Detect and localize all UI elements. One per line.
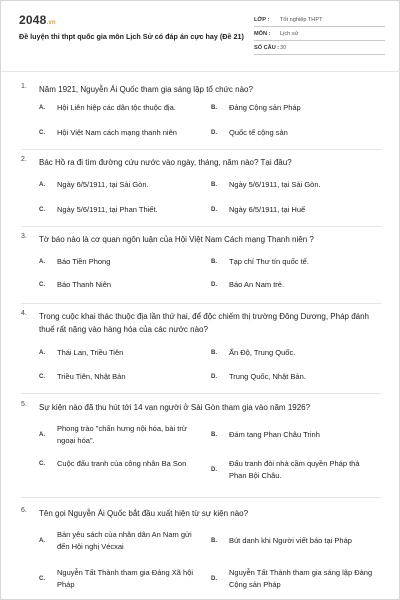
document-header <box>19 13 385 63</box>
option-c[interactable] <box>39 204 211 216</box>
meta-value: Tốt nghiệp THPT <box>280 16 323 23</box>
option-text: Ngày 5/6/1911, tại Sài Gòn. <box>229 180 321 189</box>
question-divider <box>21 303 381 304</box>
option-a[interactable] <box>39 423 211 447</box>
option-text: Hội Việt Nam cách mạng thanh niên <box>57 128 177 137</box>
option-text: Báo Thanh Niên <box>57 280 112 289</box>
question-number: 3. <box>21 233 27 240</box>
question-2 <box>21 156 387 228</box>
question-6 <box>21 507 387 600</box>
question-number: 6. <box>21 507 27 514</box>
meta-row-count <box>254 41 385 55</box>
option-b[interactable] <box>211 102 383 114</box>
meta-key: SỐ CÂU : <box>254 44 280 51</box>
meta-row-subject <box>254 27 385 41</box>
option-b[interactable] <box>211 429 383 441</box>
logo-suffix: .vn <box>46 20 56 26</box>
option-letter: C. <box>39 130 45 136</box>
option-text: Nguyễn Tất Thành tham gia sáng lập Đảng Cộng sản Pháp <box>229 568 373 589</box>
question-number: 1. <box>21 83 27 90</box>
option-letter: B. <box>211 259 217 265</box>
option-letter: C. <box>39 282 45 288</box>
option-letter: C. <box>39 207 45 213</box>
meta-value: Lịch sử <box>280 30 299 37</box>
question-1 <box>21 83 387 153</box>
option-letter: D. <box>211 374 217 380</box>
option-a[interactable] <box>39 179 211 191</box>
option-text: Nguyễn Tất Thành tham gia Đảng Xã hội Pháp <box>57 568 194 589</box>
option-letter: D. <box>211 130 217 136</box>
option-text: Báo An Nam trẻ. <box>229 280 285 289</box>
option-letter: C. <box>39 374 45 380</box>
question-text: Bác Hồ ra đi tìm đường cứu nước vào ngày, tháng, năm nào? Tại đâu? <box>39 158 292 167</box>
option-d[interactable] <box>211 279 383 291</box>
option-text: Đấu tranh đòi nhà cầm quyền Pháp thả Phan Bội Châu. <box>229 459 360 480</box>
option-letter: B. <box>211 350 217 356</box>
option-text: Đám tang Phan Châu Trinh <box>229 430 320 439</box>
option-c[interactable] <box>39 127 211 139</box>
option-a[interactable] <box>39 102 211 114</box>
question-5 <box>21 401 387 499</box>
site-logo[interactable] <box>19 13 56 27</box>
question-divider <box>21 497 381 498</box>
question-text: Trong cuộc khai thác thuộc địa lần thứ hai, để độc chiếm thị trường Đông Dương, Pháp đánh thuế rất nặng vào hàng hóa của các nước nào? <box>39 312 370 334</box>
option-text: Ngày 6/5/1911, tại Sài Gòn. <box>57 180 149 189</box>
option-text: Thái Lan, Triều Tiên <box>57 348 124 357</box>
option-b[interactable] <box>211 179 383 191</box>
question-number: 4. <box>21 310 27 317</box>
option-c[interactable] <box>39 371 211 383</box>
option-letter: D. <box>211 207 217 213</box>
option-letter: A. <box>39 538 45 544</box>
question-4 <box>21 310 387 394</box>
option-a[interactable] <box>39 529 211 553</box>
option-text: Trung Quốc, Nhật Bản. <box>229 372 306 381</box>
option-letter: C. <box>39 576 45 582</box>
option-letter: B. <box>211 432 217 438</box>
option-text: Hội Liên hiệp các dân tộc thuộc địa. <box>57 103 176 112</box>
question-3 <box>21 233 387 305</box>
meta-key: MÔN : <box>254 30 271 37</box>
option-letter: B. <box>211 105 217 111</box>
option-letter: B. <box>211 538 217 544</box>
option-d[interactable] <box>211 204 383 216</box>
option-text: Quốc tế cộng sản <box>229 128 288 137</box>
option-letter: B. <box>211 182 217 188</box>
question-divider <box>21 226 381 227</box>
header-divider <box>1 71 400 72</box>
option-text: Ngày 6/5/1911, tại Huế <box>229 205 306 214</box>
question-text: Tên gọi Nguyễn Ái Quốc bắt đầu xuất hiện từ sự kiện nào? <box>39 509 249 518</box>
question-number: 5. <box>21 401 27 408</box>
option-text: Bản yêu sách của nhân dân An Nam gửi đến Hội nghị Vécxai <box>57 530 192 551</box>
option-a[interactable] <box>39 347 211 359</box>
option-b[interactable] <box>211 535 383 547</box>
option-c[interactable] <box>39 458 211 470</box>
option-text: Tạp chí Thư tín quốc tế. <box>229 257 309 266</box>
option-d[interactable] <box>211 371 383 383</box>
question-text: Tờ báo nào là cơ quan ngôn luận của Hội Việt Nam Cách mạng Thanh niên ? <box>39 235 314 244</box>
meta-row-class <box>254 13 385 27</box>
option-letter: A. <box>39 259 45 265</box>
option-text: Triều Tiên, Nhật Bản <box>57 372 126 381</box>
option-text: Phong trào "chấn hưng nội hóa, bài trừ ngoại hóa". <box>57 424 187 445</box>
option-b[interactable] <box>211 256 383 268</box>
option-text: Bút danh khi Người viết báo tại Pháp <box>229 536 352 545</box>
option-letter: A. <box>39 432 45 438</box>
question-text: Sự kiện nào đã thu hút tới 14 vạn người ở Sài Gòn tham gia vào năm 1926? <box>39 403 311 412</box>
option-d[interactable] <box>211 567 383 591</box>
option-letter: D. <box>211 467 217 473</box>
option-letter: A. <box>39 105 45 111</box>
question-divider <box>21 149 381 150</box>
option-d[interactable] <box>211 127 383 139</box>
option-text: Báo Tiền Phong <box>57 257 111 266</box>
option-b[interactable] <box>211 347 383 359</box>
document-title: Đề luyện thi thpt quốc gia môn Lịch Sử có đáp án cực hay (Đề 21) <box>19 32 244 41</box>
option-letter: D. <box>211 282 217 288</box>
option-c[interactable] <box>39 279 211 291</box>
exam-meta-table <box>254 13 385 55</box>
option-text: Cuộc đấu tranh của công nhân Ba Son <box>57 459 187 468</box>
question-number: 2. <box>21 156 27 163</box>
option-text: Ngày 5/6/1911, tại Phan Thiết. <box>57 205 158 214</box>
option-a[interactable] <box>39 256 211 268</box>
meta-key: LỚP : <box>254 16 270 23</box>
question-text: Năm 1921, Nguyễn Ái Quốc tham gia sáng lập tổ chức nào? <box>39 85 253 94</box>
option-letter: A. <box>39 182 45 188</box>
logo-main: 2048 <box>19 13 47 27</box>
question-divider <box>21 393 381 394</box>
option-letter: D. <box>211 576 217 582</box>
option-text: Đảng Cộng sản Pháp <box>229 103 301 112</box>
option-d[interactable] <box>211 458 383 482</box>
meta-value: 30 <box>280 44 287 51</box>
option-letter: C. <box>39 461 45 467</box>
option-letter: A. <box>39 350 45 356</box>
option-text: Ấn Độ, Trung Quốc. <box>229 348 296 357</box>
option-c[interactable] <box>39 567 211 591</box>
